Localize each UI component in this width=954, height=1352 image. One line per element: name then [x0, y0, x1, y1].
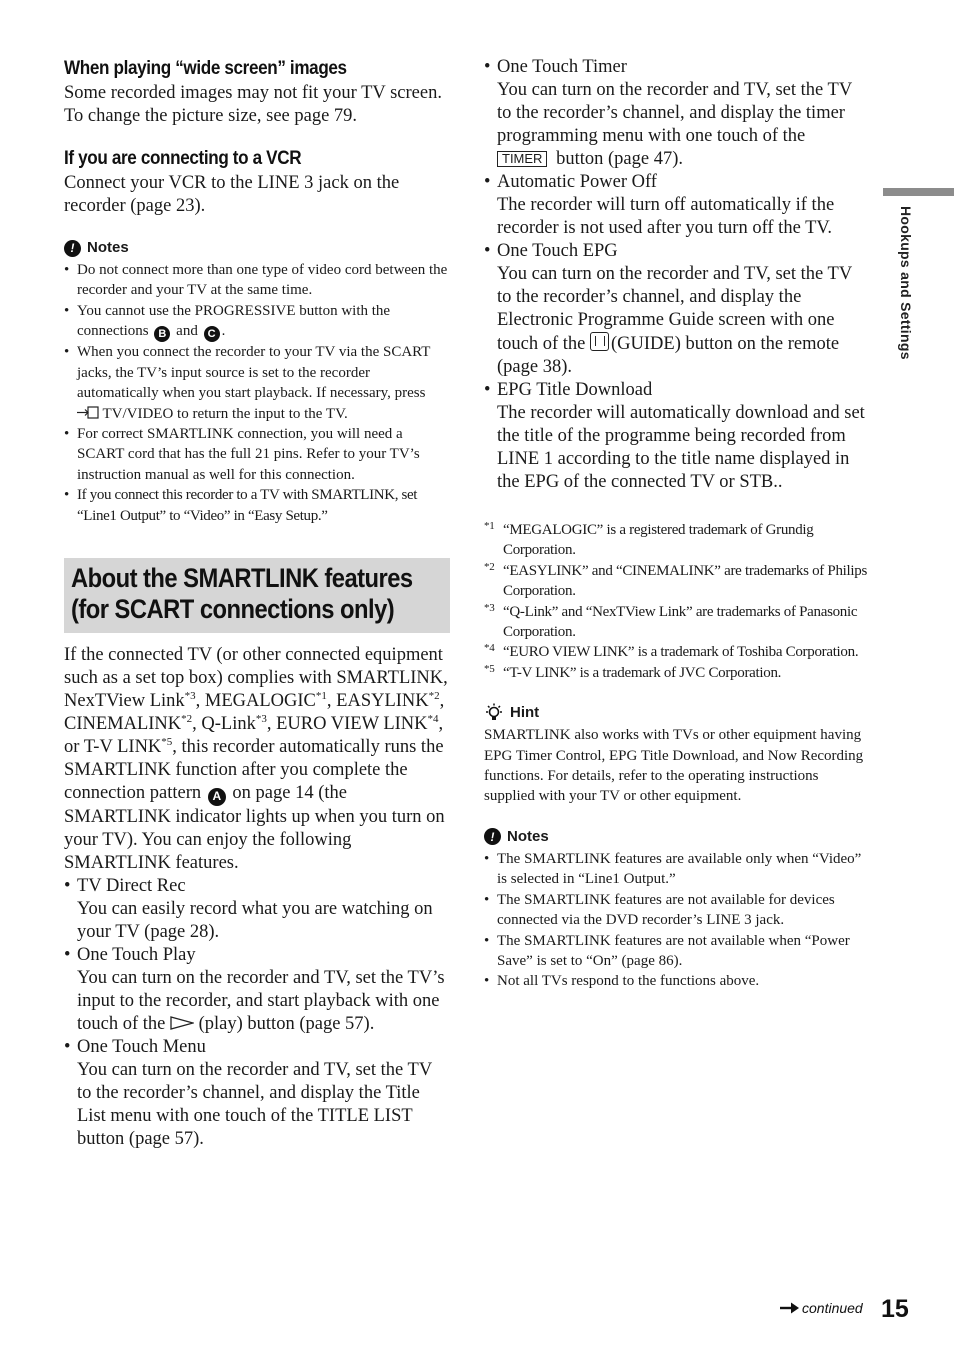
input-select-icon	[77, 406, 99, 419]
features-list-right	[484, 56, 868, 494]
hint-body: SMARTLINK also works with TVs or other equipment having EPG Timer Control, EPG Title Download, and Now Recording functions. For details, refer to the operating instructions supplied with your TV or other equipment.	[484, 727, 864, 805]
guide-icon	[590, 332, 609, 351]
section-title-line2: (for SCART connections only)	[71, 594, 395, 625]
feature-body: You can turn on the recorder and TV, set the TV to the recorder’s channel, and display the Title List menu with one touch of the TITLE LIST button (page 57).	[77, 1059, 432, 1149]
timer-key: TIMER	[497, 151, 547, 167]
note-item: • The SMARTLINK features are available only when “Video” is selected in “Line1 Output.”	[484, 849, 868, 890]
vcr-heading: If you are connecting to a VCR	[64, 148, 302, 169]
feature-item: • One Touch Play You can turn on the recorder and TV, set the TV’s input to the recorder, and start playback with one touch of the (play) button (page 57).	[64, 944, 450, 1036]
notes-list-left	[64, 260, 450, 526]
section-title-line1: About the SMARTLINK features	[71, 563, 413, 594]
connection-a-icon: A	[208, 788, 226, 806]
vcr-body: Connect your VCR to the LINE 3 jack on the recorder (page 23).	[64, 173, 400, 216]
note-item: • If you connect this recorder to a TV with SMARTLINK, set “Line1 Output” to “Video” in “Easy Setup.”	[64, 485, 450, 526]
note-icon: !	[64, 240, 81, 257]
side-tab-bar	[883, 188, 954, 196]
note-icon: !	[484, 828, 501, 845]
feature-body: You can easily record what you are watching on your TV (page 28).	[77, 898, 433, 942]
footnote-item: *4 “EURO VIEW LINK” is a trademark of Toshiba Corporation.	[484, 642, 859, 661]
feature-title: • One Touch Menu	[77, 1036, 206, 1057]
footnote-item: *5 “T-V LINK” is a trademark of JVC Corporation.	[484, 662, 782, 681]
note-item: • The SMARTLINK features are not available when “Power Save” is set to “On” (page 86).	[484, 931, 868, 972]
play-icon	[170, 1016, 194, 1030]
section-banner	[64, 558, 450, 633]
feature-item	[64, 1036, 450, 1151]
smartlink-intro: If the connected TV (or other connected equipment such as a set top box) complies with SMARTLINK, NexTView Link$^{*3}$, MEGALOGIC$^{*1}$, EASYLINK$^{*2}$, CINEMALINK$^{*2}$, Q-Link$^{*3}$, EURO VIEW LINK$^{*4}$, or T-V LINK$^{*5}$, this recorder automatically runs the SMARTLINK function after you complete the connection pattern A on page 14 (the SMARTLINK indicator lights up when you turn on your TV). You can enjoy the following SMARTLINK features.	[64, 645, 448, 873]
feature-title: • One Touch EPG	[497, 241, 618, 261]
hint-heading	[484, 703, 868, 723]
footnote-item: *2 “EASYLINK” and “CINEMALINK” are trademarks of Philips Corporation.	[484, 560, 867, 600]
wide-screen-heading: When playing “wide screen” images	[64, 58, 347, 79]
feature-title: • TV Direct Rec	[77, 875, 186, 896]
note-item: • You cannot use the PROGRESSIVE button with the connections B and C .	[64, 301, 450, 343]
footnote-item: *3 “Q-Link” and “NexTView Link” are trademarks of Panasonic Corporation.	[484, 601, 858, 641]
note-item: • Do not connect more than one type of video cord between the recorder and your TV at the same time.	[64, 260, 450, 301]
feature-item	[484, 171, 868, 240]
connection-c-icon: C	[204, 326, 220, 342]
notes-heading-right	[484, 827, 868, 847]
notes-list-right	[484, 849, 868, 992]
right-column	[484, 56, 868, 992]
feature-title: • Automatic Power Off	[497, 172, 657, 192]
lightbulb-icon	[484, 703, 504, 723]
notes-label: Notes	[507, 827, 549, 845]
feature-title: • EPG Title Download	[497, 380, 653, 400]
footnote-item: *1 “MEGALOGIC” is a registered trademark of Grundig Corporation.	[484, 520, 814, 559]
arrow-right-icon	[780, 1302, 800, 1314]
feature-title: • One Touch Timer	[497, 57, 627, 77]
feature-title: • One Touch Play	[77, 944, 196, 965]
continued-marker	[780, 1300, 863, 1316]
note-item: • The SMARTLINK features are not available for devices connected via the DVD recorder’s LINE 3 jack.	[484, 890, 868, 931]
feature-body: The recorder will turn off automatically if the recorder is not used after you turn off the TV.	[497, 195, 835, 238]
features-list-left	[64, 875, 450, 1151]
footnotes	[484, 520, 868, 683]
feature-item: • One Touch EPG You can turn on the recorder and TV, set the TV to the recorder’s channel, and display the Electronic Programme Guide screen with one touch of the (GUIDE) button on the remote (page 38).	[484, 240, 868, 379]
side-tab-label: Hookups and Settings	[898, 206, 914, 360]
feature-body: The recorder will automatically download and set the title of the programme being recorded from LINE 1 according to the title name displayed in the EPG of the connected TV or STB..	[497, 403, 865, 492]
feature-item	[64, 875, 450, 944]
note-item: • When you connect the recorder to your TV via the SCART jacks, the TV’s input source is set to the recorder automatically when you start playback. If necessary, press TV/VIDEO to return the input to the TV.	[64, 342, 450, 424]
left-column	[64, 56, 450, 1151]
continued-label: continued	[802, 1300, 863, 1316]
feature-item	[484, 379, 868, 494]
notes-label: Notes	[87, 239, 129, 256]
connection-b-icon: B	[154, 326, 170, 342]
notes-heading-left	[64, 238, 450, 258]
page-number: 15	[881, 1295, 909, 1323]
hint-label: Hint	[510, 704, 540, 722]
note-item: • Not all TVs respond to the functions above.	[484, 971, 868, 991]
feature-item: • One Touch Timer You can turn on the recorder and TV, set the TV to the recorder’s channel, and display the timer programming menu with one touch of the TIMER button (page 47).	[484, 56, 868, 171]
wide-screen-body: Some recorded images may not fit your TV screen. To change the picture size, see page 79.	[64, 83, 442, 126]
note-item: • For correct SMARTLINK connection, you will need a SCART cord that has the full 21 pins. Refer to your TV’s instruction manual as well for this connection.	[64, 424, 450, 485]
